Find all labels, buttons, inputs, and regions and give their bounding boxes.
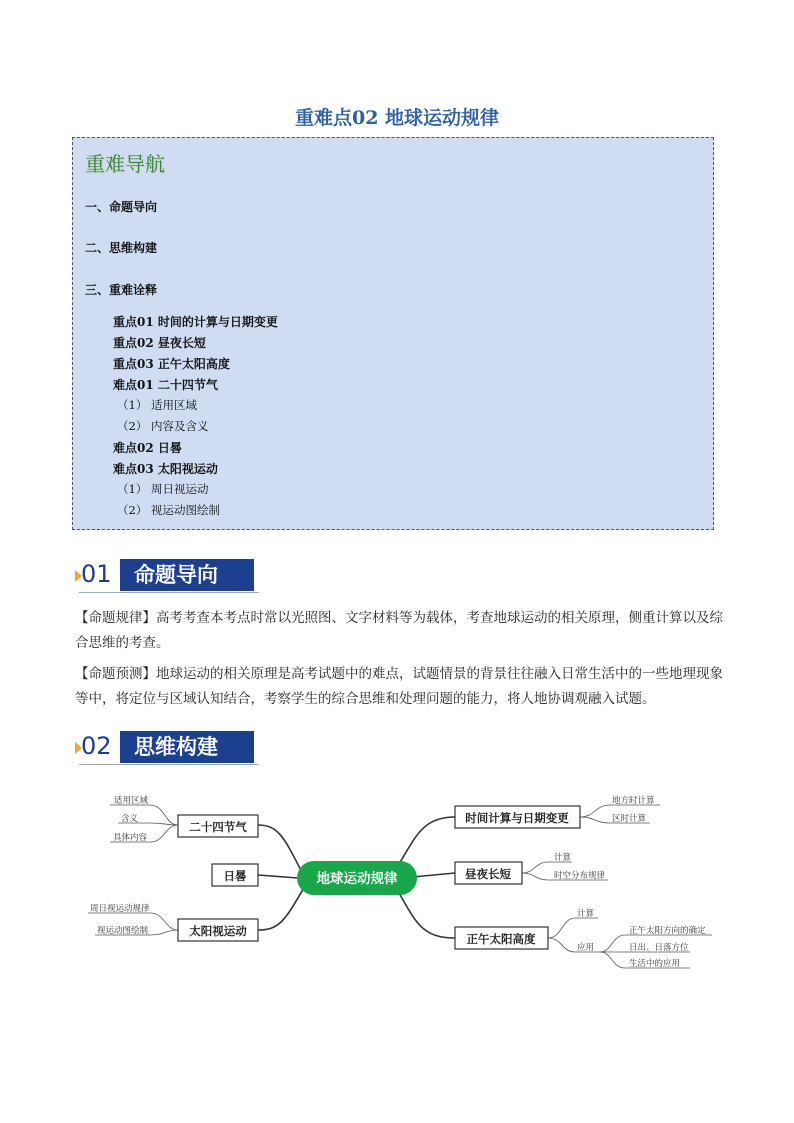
leaf-label: 适用区域 bbox=[114, 796, 149, 806]
nav-sub-item[interactable]: 重点03 正午太阳高度 bbox=[113, 357, 230, 371]
nav-sub-item[interactable]: 重点02 昼夜长短 bbox=[113, 336, 206, 350]
leaf-label: 地方时计算 bbox=[612, 796, 655, 806]
mindmap bbox=[0, 780, 794, 1000]
nav-sub-item[interactable]: 难点03 太阳视运动 bbox=[113, 462, 218, 476]
section-number: 02 bbox=[81, 732, 112, 760]
section-label: 命题导向 bbox=[120, 559, 254, 591]
leaf-label: 应用 bbox=[577, 943, 595, 953]
mindmap-node-day-length[interactable] bbox=[455, 862, 522, 884]
node-label: 时间计算与日期变更 bbox=[465, 811, 569, 825]
leaf-label: 具体内容 bbox=[113, 833, 148, 843]
nav-sub-item[interactable]: 难点02 日晷 bbox=[113, 441, 182, 455]
node-label: 昼夜长短 bbox=[465, 867, 511, 881]
nav-sub-item[interactable]: 重点01 时间的计算与日期变更 bbox=[113, 315, 278, 329]
mindmap-node-sun-motion[interactable] bbox=[178, 919, 258, 941]
mindmap-node-time-calc[interactable] bbox=[455, 806, 580, 828]
mindmap-node-noon-sun[interactable] bbox=[455, 927, 548, 949]
section-underline bbox=[79, 592, 259, 593]
leaf-label: 计算 bbox=[577, 909, 595, 919]
leaf-label: 时空分布规律 bbox=[554, 871, 606, 881]
mindmap-center-node[interactable] bbox=[297, 861, 417, 895]
navigation-box bbox=[72, 137, 714, 530]
nav-item-thinking[interactable]: 二、思维构建 bbox=[85, 241, 158, 255]
leaf-label: 正午太阳方向的确定 bbox=[629, 926, 706, 936]
section-number: 01 bbox=[81, 560, 112, 588]
leaf-label: 生活中的应用 bbox=[629, 959, 681, 969]
node-label: 太阳视运动 bbox=[189, 924, 247, 938]
leaf-label: 日出、日落方位 bbox=[629, 943, 689, 953]
nav-item-proposition[interactable]: 一、命题导向 bbox=[85, 200, 158, 214]
node-label: 二十四节气 bbox=[189, 820, 247, 834]
node-label: 正午太阳高度 bbox=[466, 932, 536, 946]
nav-item-explanation[interactable]: 三、重难诠释 bbox=[85, 283, 158, 297]
section-label: 思维构建 bbox=[120, 731, 254, 763]
leaf-label: 视运动图绘制 bbox=[97, 926, 149, 936]
section-underline bbox=[79, 764, 259, 765]
leaf-label: 周日视运动规律 bbox=[90, 904, 150, 914]
page-title: 重难点02 地球运动规律 bbox=[294, 107, 500, 129]
mindmap-node-sundial[interactable] bbox=[212, 864, 258, 886]
nav-sub-item[interactable]: （2） 内容及含义 bbox=[117, 419, 209, 433]
nav-sub-item[interactable]: （1） 适用区域 bbox=[117, 398, 197, 412]
leaf-label: 区时计算 bbox=[612, 814, 647, 824]
paragraph-prediction: 【命题预测】地球运动的相关原理是高考试题中的难点，试题情景的背景往往融入日常生活中的一些地理现象等中，将定位与区域认知结合，考察学生的综合思维和处理问题的能力，将人地协调观融入试题。 bbox=[75, 666, 723, 707]
nav-heading: 重难导航 bbox=[85, 152, 165, 176]
center-node-label: 地球运动规律 bbox=[316, 871, 398, 887]
nav-sub-item[interactable]: （1） 周日视运动 bbox=[117, 482, 209, 496]
nav-sub-item[interactable]: （2） 视运动图绘制 bbox=[117, 503, 220, 517]
leaf-label: 计算 bbox=[554, 853, 572, 863]
mindmap-node-solar-terms[interactable] bbox=[178, 815, 258, 837]
leaf-label: 含义 bbox=[121, 814, 139, 824]
paragraph-rule: 【命题规律】高考考查本考点时常以光照图、文字材料等为载体，考查地球运动的相关原理，侧重计算以及综合思维的考查。 bbox=[75, 610, 723, 651]
node-label: 日晷 bbox=[223, 869, 247, 883]
nav-sub-item[interactable]: 难点01 二十四节气 bbox=[113, 378, 218, 392]
